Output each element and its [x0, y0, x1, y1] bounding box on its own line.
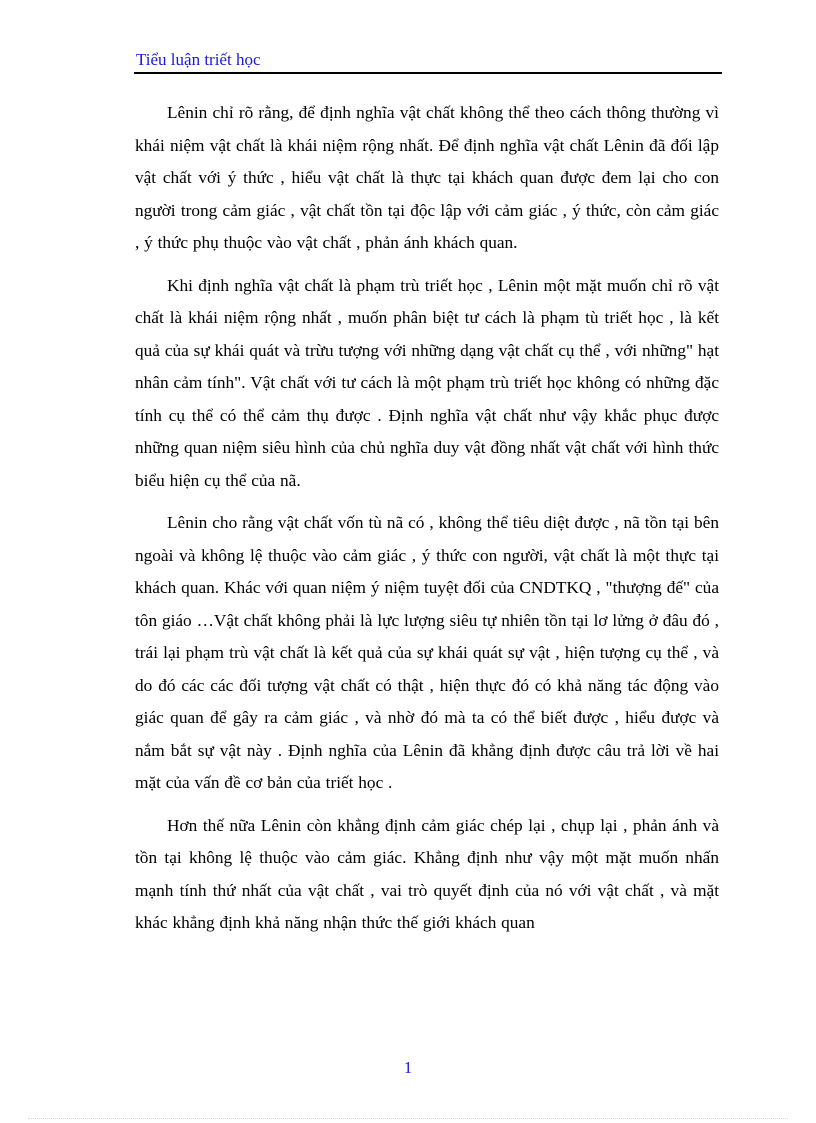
paragraph-1: Lênin chỉ rõ rằng, để định nghĩa vật chất không thể theo cách thông thường vì khái niệm vật chất là khái niệm rộng nhất. Để định nghĩa vật chất Lênin đã đối lập vật chất với ý thức , hiểu vật chất là thực tại khách quan được đem lại cho con người trong cảm giác , vật chất tồn tại độc lập với cảm giác , ý thức, còn cảm giác , ý thức phụ thuộc vào vật chất , phản ánh khách quan. [135, 103, 719, 252]
page-number: 1 [403, 1058, 413, 1077]
paragraph-3: Lênin cho rằng vật chất vốn tù nã có , không thể tiêu diệt được , nã tồn tại bên ngoài và không lệ thuộc vào cảm giác , ý thức con người, vật chất là một thực tại khách quan. Khác với quan niệm ý niệm tuyệt đối của CNDTKQ , "thượng đế" của tôn giáo …Vật chất không phải là lực lượng siêu tự nhiên tồn tại lơ lửng ở đâu đó , trái lại phạm trù vật chất là kết quả của sự khái quát sự vật , hiện tượng cụ thể , và do đó các các đối tượng vật chất có thật , hiện thực đó có khả năng tác động vào giác quan để gây ra cảm giác , và nhờ đó mà ta có thể biết được , hiểu được và nắm bắt sự vật này . Định nghĩa của Lênin đã khẳng định được câu trả lời về hai mặt của vấn đề cơ bản của triết học . [135, 513, 719, 792]
header-title: Tiểu luận triết học [136, 50, 261, 69]
page-bottom-edge [28, 1118, 788, 1119]
document-body [135, 97, 719, 950]
paragraph-2: Khi định nghĩa vật chất là phạm trù triết học , Lênin một mặt muốn chỉ rõ vật chất là khái niệm rộng nhất , muốn phân biệt tư cách là phạm tù triết học , là kết quả của sự khái quát và trừu tượng với những dạng vật chất cụ thể , với những" hạt nhân cảm tính". Vật chất với tư cách là một phạm trù triết học không có những đặc tính cụ thể có thể cảm thụ được . Định nghĩa vật chất như vậy khắc phục được những quan niệm siêu hình của chủ nghĩa duy vật đồng nhất vật chất với hình thức biểu hiện cụ thể của nã. [135, 275, 719, 490]
page-header [134, 48, 722, 74]
paragraph-4: Hơn thế nữa Lênin còn khẳng định cảm giác chép lại , chụp lại , phản ánh và tồn tại không lệ thuộc vào cảm giác. Khẳng định như vậy một mặt muốn nhấn mạnh tính thứ nhất của vật chất , vai trò quyết định của nó với vật chất , và mặt khác khẳng định khả năng nhận thức thế giới khách quan [135, 815, 719, 932]
